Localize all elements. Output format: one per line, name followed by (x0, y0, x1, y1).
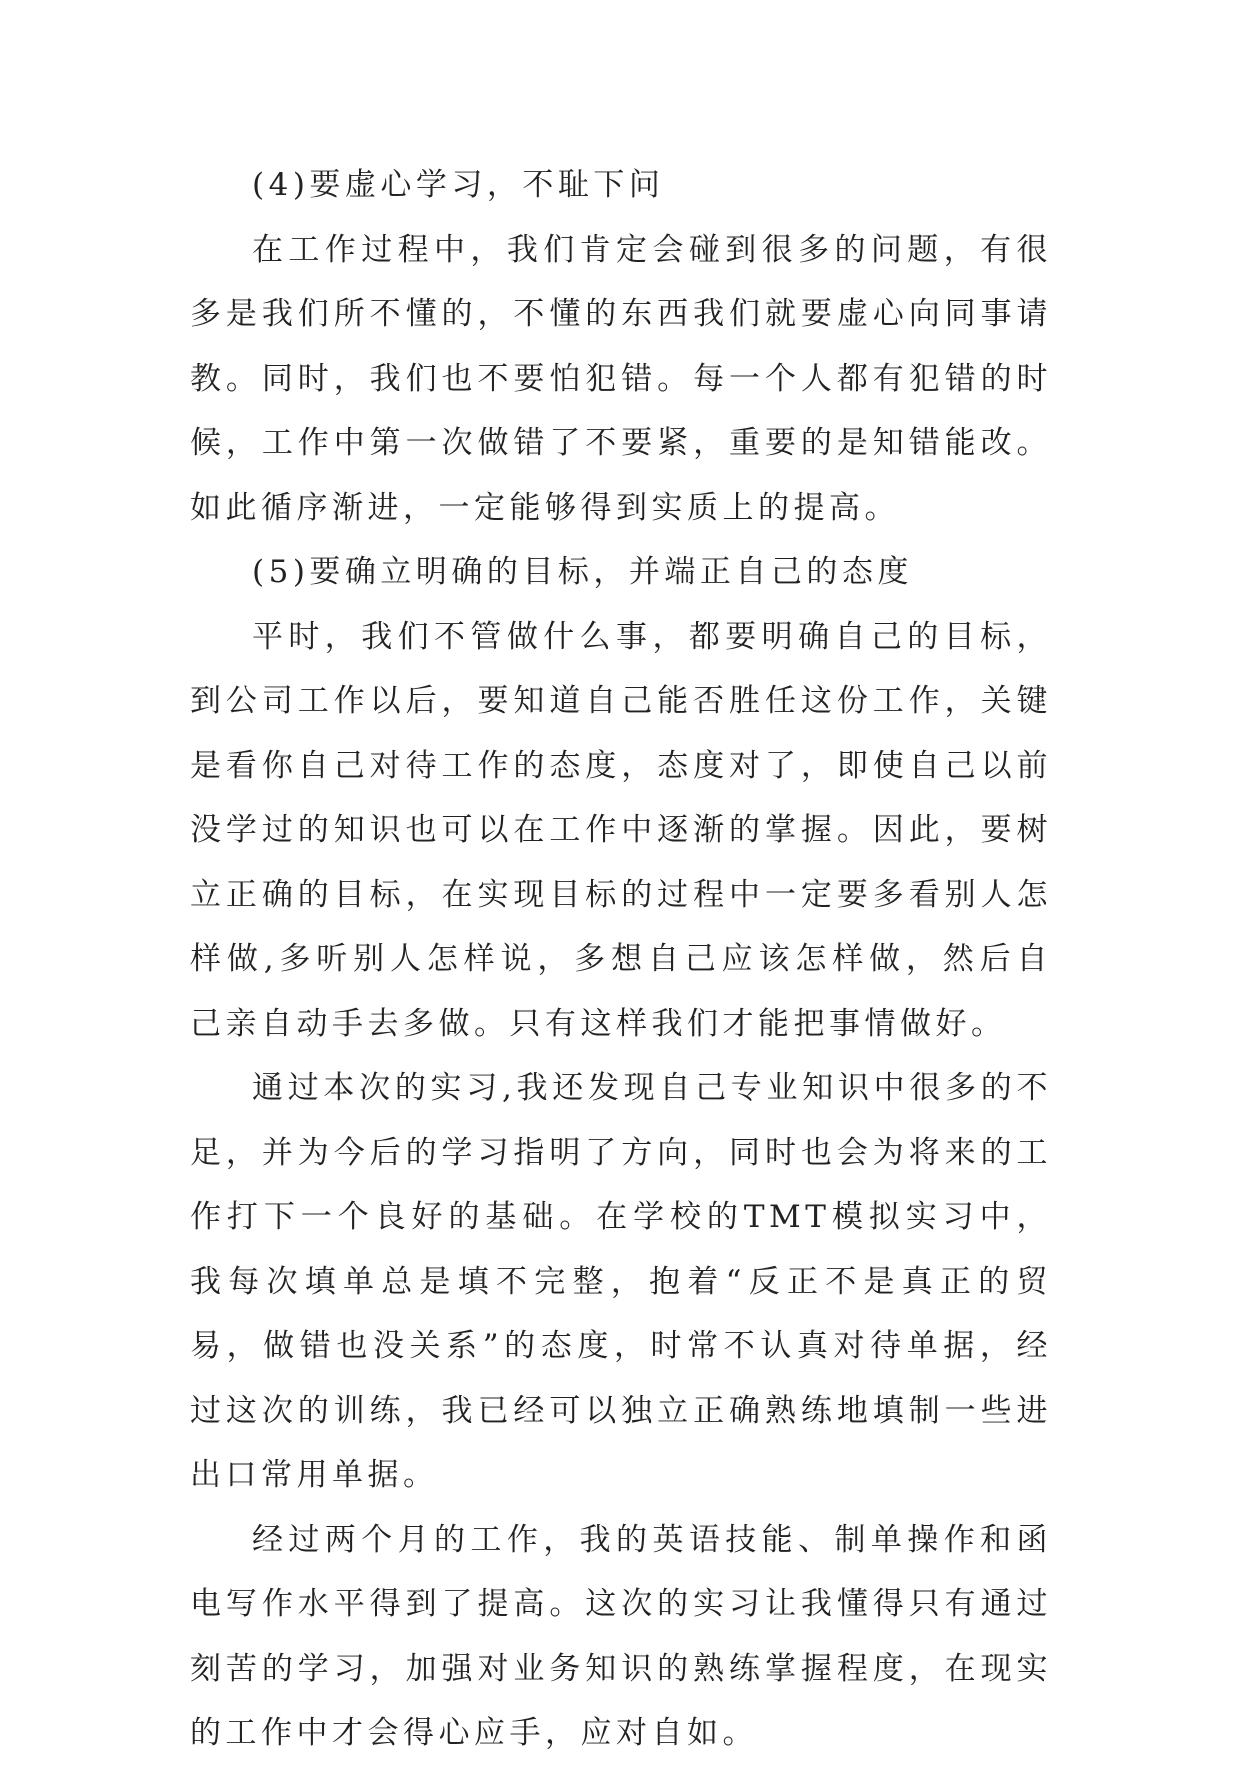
paragraph-goals-attitude: 平时，我们不管做什么事，都要明确自己的目标，到公司工作以后，要知道自己能否胜任这份工作，关键是看你自己对待工作的态度，态度对了，即使自己以前没学过的知识也可以在工作中逐渐的掌握。因此，要树立正确的目标，在实现目标的过程中一定要多看别人怎样做,多听别人怎样说，多想自己应该怎样做，然后自己亲自动手去多做。只有这样我们才能把事情做好。 (190, 618, 1052, 1042)
paragraph-internship-findings: 通过本次的实习,我还发现自己专业知识中很多的不足，并为今后的学习指明了方向，同时也会为将来的工作打下一个良好的基础。在学校的TMT模拟实习中，我每次填单总是填不完整，抱着“反正不是真正的贸易，做错也没关系”的态度，时常不认真对待单据，经过这次的训练，我已经可以独立正确熟练地填制一些进出口常用单据。 (190, 1070, 1052, 1493)
paragraph-conclusion: 经过两个月的工作，我的英语技能、制单操作和函电写作水平得到了提高。这次的实习让我懂得只有通过刻苦的学习，加强对业务知识的熟练掌握程度，在现实的工作中才会得心应手，应对自如。 (190, 1521, 1052, 1751)
document-body (190, 153, 1052, 1766)
paragraph-ask-colleagues: 在工作过程中，我们肯定会碰到很多的问题，有很多是我们所不懂的，不懂的东西我们就要虚心向同事请教。同时，我们也不要怕犯错。每一个人都有犯错的时候，工作中第一次做错了不要紧，重要的是知错能改。如此循序渐进，一定能够得到实质上的提高。 (190, 231, 1052, 526)
heading-humble-learning: (4)要虚心学习，不耻下问 (252, 167, 665, 203)
heading-clear-goals: (5)要确立明确的目标，并端正自己的态度 (252, 554, 913, 590)
